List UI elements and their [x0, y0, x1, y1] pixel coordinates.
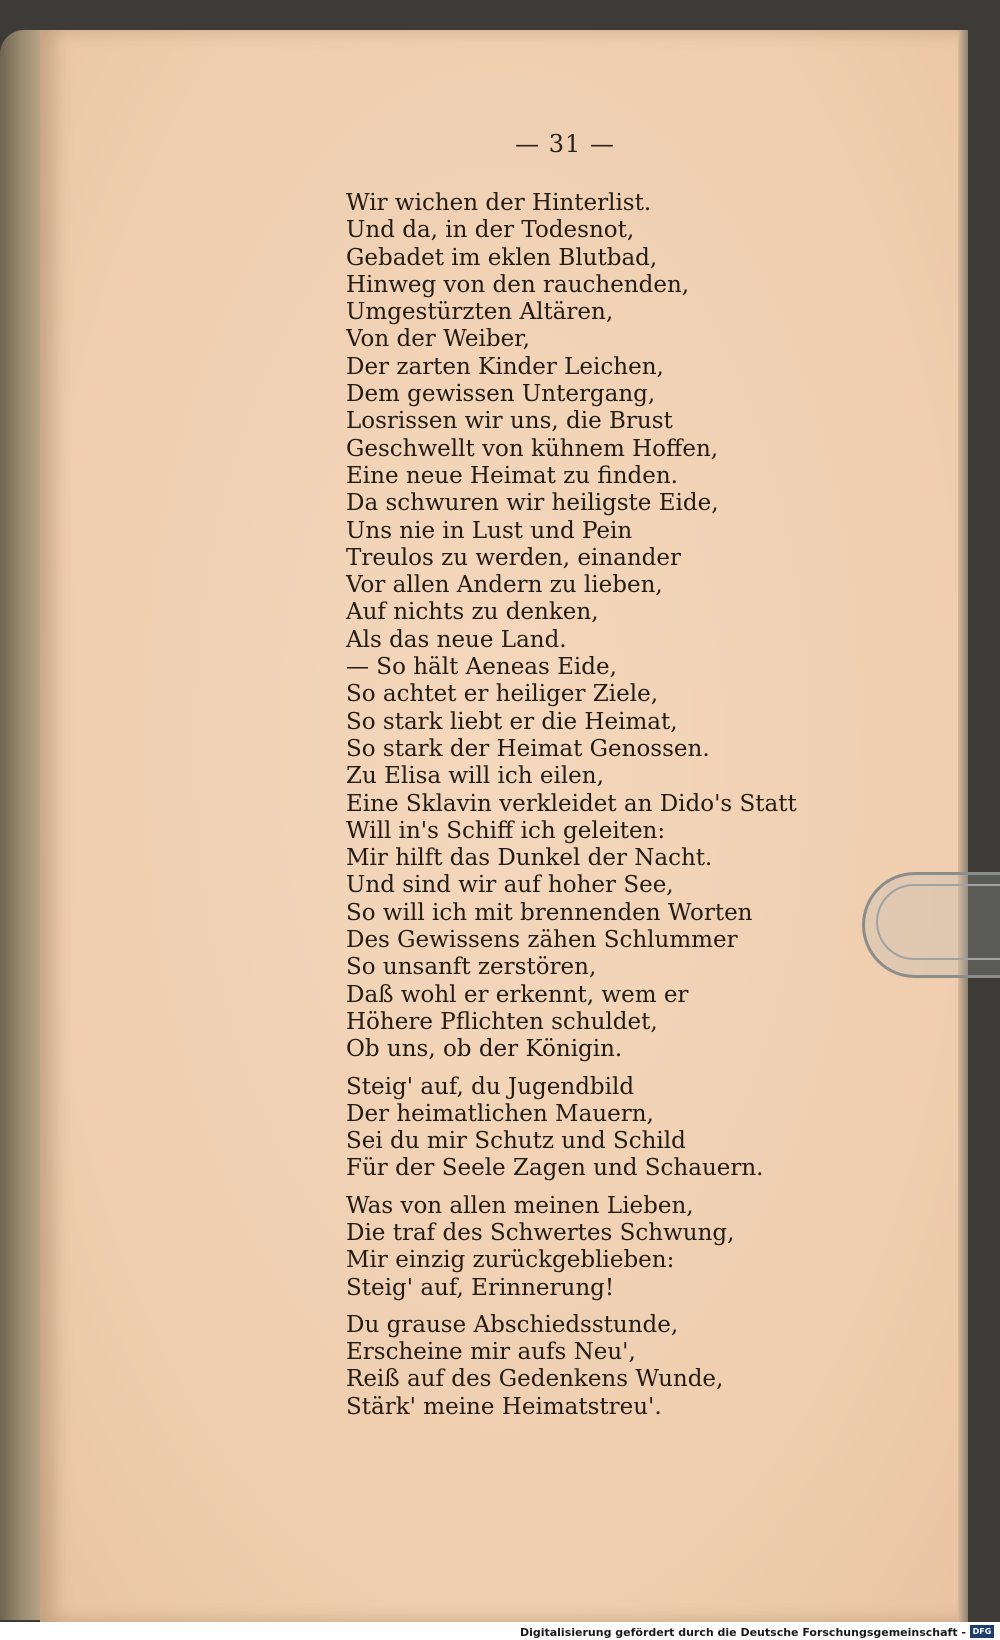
page-number: — 31 —: [515, 130, 615, 158]
poem-line: Höhere Pflichten schuldet,: [346, 1008, 658, 1035]
paper-clip-inner-loop: [876, 884, 1000, 960]
poem-line: Stärk' meine Heimatstreu'.: [346, 1393, 662, 1420]
poem-line: Steig' auf, Erinnerung!: [346, 1274, 615, 1301]
poem-line: So achtet er heiliger Ziele,: [346, 681, 659, 708]
funding-credit: Digitalisierung gefördert durch die Deutsche Forschungsgemeinschaft -: [519, 1626, 966, 1639]
poem-stanza-1: [346, 190, 806, 1064]
poem-line: Treulos zu werden, einander: [346, 544, 682, 571]
poem-line: Des Gewissens zähen Schlummer: [346, 927, 738, 954]
poem-line: So will ich mit brennenden Worten: [346, 899, 753, 926]
poem-line: Du grause Abschiedsstunde,: [346, 1311, 679, 1338]
poem-line: Eine neue Heimat zu finden.: [346, 462, 678, 489]
poem-line: Reiß auf des Gedenkens Wunde,: [346, 1366, 724, 1393]
poem-line: Auf nichts zu denken,: [346, 599, 599, 626]
poem-line: Steig' auf, du Jugendbild: [346, 1073, 635, 1100]
poem-line: Hinweg von den rauchenden,: [346, 271, 690, 298]
poem-line: Vor allen Andern zu lieben,: [346, 572, 663, 599]
poem-line: Uns nie in Lust und Pein: [346, 517, 633, 544]
dfg-logo-icon: DFG: [970, 1625, 994, 1638]
digitization-footer: [0, 1622, 1000, 1640]
poem-line: Da schwuren wir heiligste Eide,: [346, 490, 719, 517]
poem-line: Mir einzig zurückgeblieben:: [346, 1247, 675, 1274]
poem-line: So unsanft zerstören,: [346, 954, 597, 981]
poem-line: Daß wohl er erkennt, wem er: [346, 981, 689, 1008]
poem-line: Ob uns, ob der Königin.: [346, 1036, 623, 1063]
poem-line: Eine Sklavin verkleidet an Dido's Statt: [346, 790, 797, 817]
poem-line: Und da, in der Todesnot,: [346, 217, 635, 244]
poem-line: So stark der Heimat Genossen.: [346, 735, 710, 762]
poem-line: So stark liebt er die Heimat,: [346, 708, 678, 735]
poem-line: Sei du mir Schutz und Schild: [346, 1128, 686, 1155]
poem-line: Erscheine mir aufs Neu',: [346, 1339, 636, 1366]
poem-line: Wir wichen der Hinterlist.: [346, 190, 652, 216]
poem-line: Mir hilft das Dunkel der Nacht.: [346, 845, 713, 872]
poem-line: Und sind wir auf hoher See,: [346, 872, 674, 899]
poem-line: Der zarten Kinder Leichen,: [346, 353, 664, 380]
poem-line: — So hält Aeneas Eide,: [346, 654, 617, 681]
poem-line: Losrissen wir uns, die Brust: [346, 408, 673, 435]
poem-stanza-2: [346, 1074, 806, 1183]
poem-line: Geschwellt von kühnem Hoffen,: [346, 435, 719, 462]
poem-line: Dem gewissen Untergang,: [346, 381, 656, 408]
poem-line: Für der Seele Zagen und Schauern.: [346, 1155, 764, 1182]
page-edge-shadow: [958, 30, 968, 1622]
poem-line: Als das neue Land.: [346, 626, 567, 653]
poem-line: Gebadet im eklen Blutbad,: [346, 244, 658, 271]
poem-line: Was von allen meinen Lieben,: [346, 1192, 694, 1219]
poem-line: Zu Elisa will ich eilen,: [346, 763, 604, 790]
poem-line: Der heimatlichen Mauern,: [346, 1100, 654, 1127]
poem-text: [346, 190, 806, 1421]
poem-line: Von der Weiber,: [346, 326, 530, 353]
poem-stanza-3: [346, 1193, 806, 1302]
poem-line: Umgestürzten Altären,: [346, 299, 614, 326]
poem-stanza-4: [346, 1312, 806, 1421]
poem-line: Will in's Schiff ich geleiten:: [346, 817, 666, 844]
poem-line: Die traf des Schwertes Schwung,: [346, 1219, 735, 1246]
